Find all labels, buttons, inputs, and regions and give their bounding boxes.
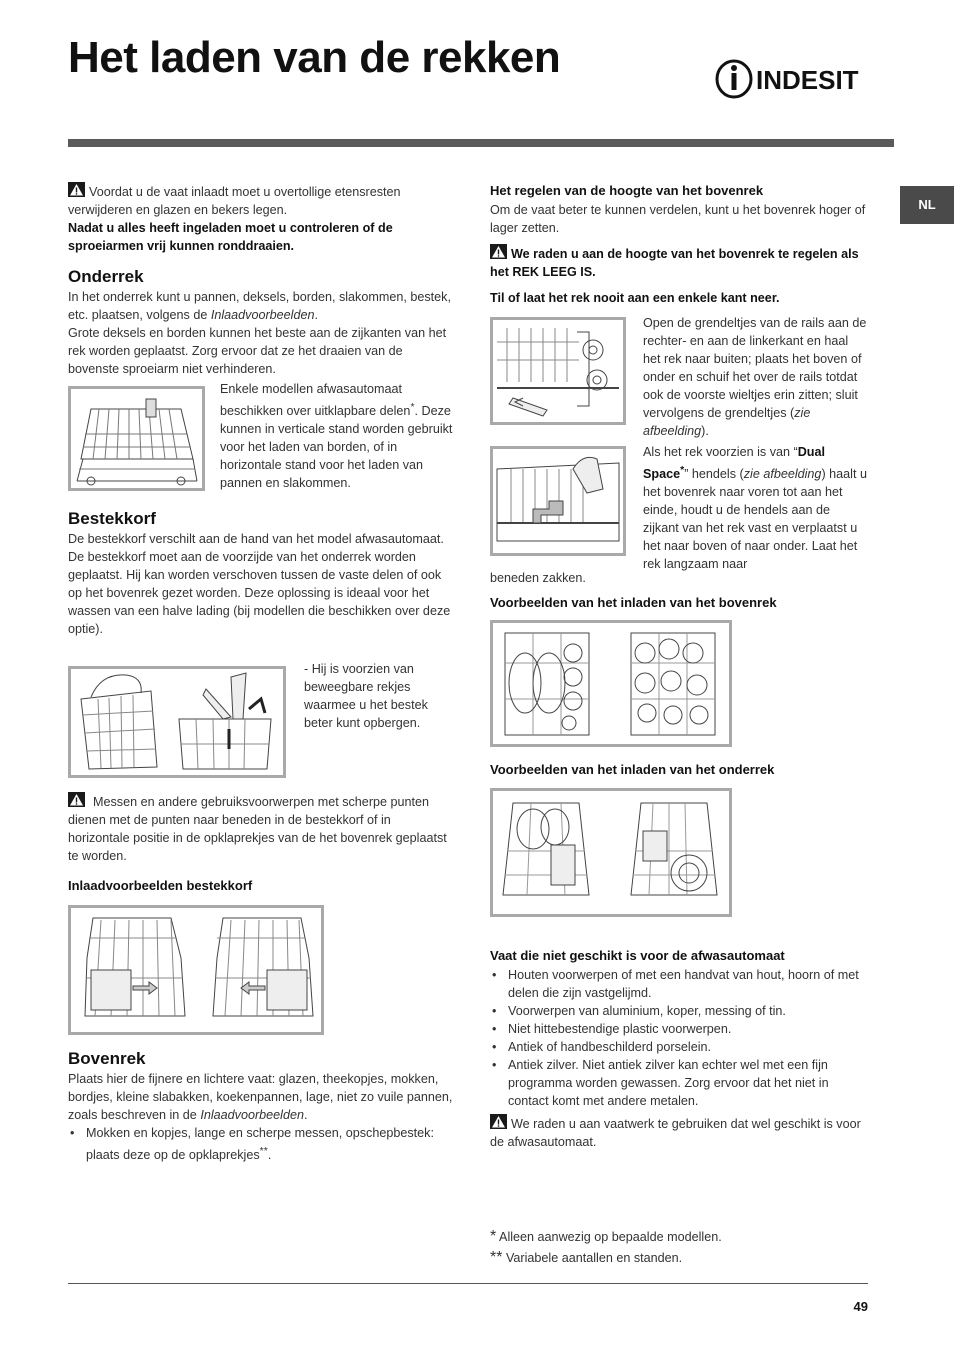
list-item: • Antiek of handbeschilderd porselein. bbox=[490, 1038, 868, 1056]
unsuitable-advice: We raden u aan vaatwerk te gebruiken dat wel geschikt is voor de afwasautomaat. bbox=[490, 1114, 868, 1151]
dual-space-figure bbox=[490, 446, 626, 556]
hoogte-bold: Til of laat het rek nooit aan een enkele kant neer. bbox=[490, 291, 780, 305]
page-title: Het laden van de rekken bbox=[68, 33, 561, 82]
lower-rack-figure bbox=[68, 386, 205, 491]
warning-icon bbox=[490, 1114, 507, 1129]
unsuitable-list bbox=[490, 966, 868, 1110]
indesit-logo bbox=[714, 58, 864, 100]
footnote-1: * Alleen aanwezig op bepaalde modellen. bbox=[490, 1228, 722, 1245]
bestekkorf-heading: Bestekkorf bbox=[68, 509, 156, 528]
dual-space-text-end: beneden zakken. bbox=[490, 571, 586, 585]
brand-text: INDESIT bbox=[756, 65, 859, 95]
dual-space-text: Als het rek voorzien is van “Dual Space*” hendels (zie afbeelding) haalt u het bovenrek naar voren tot aan het einde, houdt u de hendels aan de zijkant van het rek vast en verplaatst u het naar boven of naar onder. Laat het rek langzaam naar bbox=[643, 445, 867, 572]
rack-rail-figure bbox=[490, 317, 626, 425]
header-rule bbox=[68, 139, 894, 147]
lower-rack-examples-figure bbox=[490, 788, 732, 917]
list-item: • Niet hittebestendige plastic voorwerpen. bbox=[490, 1020, 868, 1038]
footer-rule bbox=[68, 1283, 868, 1284]
hoogte-text: Om de vaat beter te kunnen verdelen, kunt u het bovenrek hoger of lager zetten. bbox=[490, 203, 866, 235]
hoogte-warning: We raden u aan de hoogte van het bovenrek te regelen als het REK LEEG IS. bbox=[490, 244, 876, 281]
cutlery-examples-figure bbox=[68, 905, 324, 1035]
cutlery-basket-figure bbox=[68, 666, 286, 778]
bovenrek-heading: Bovenrek bbox=[68, 1049, 146, 1068]
onderrek-foldable-text: Enkele modellen afwasautomaat beschikken over uitklapbare delen*. Deze kunnen in verticale stand worden gebruikt voor het laden van borden, of in horizontale stand voor het laden van pannen en slakommen. bbox=[220, 382, 453, 491]
intro-bold: Nadat u alles heeft ingeladen moet u controleren of de sproeiarmen vrij kunnen ronddraaien. bbox=[68, 221, 393, 253]
bestekkorf-examples-heading: Inlaadvoorbeelden bestekkorf bbox=[68, 878, 253, 893]
language-tab[interactable]: NL bbox=[900, 186, 954, 224]
intro-text: Voordat u de vaat inlaadt moet u overtollige etensresten verwijderen en glazen en bekers legen. bbox=[68, 182, 454, 219]
bestekkorf-racks-text: - Hij is voorzien van beweegbare rekjes waarmee u het bestek beter kunt opbergen. bbox=[304, 662, 428, 730]
page-number: 49 bbox=[853, 1299, 868, 1314]
onderrek-heading: Onderrek bbox=[68, 267, 144, 286]
upper-examples-heading: Voorbeelden van het inladen van het bovenrek bbox=[490, 595, 777, 610]
list-item: • Voorwerpen van aluminium, koper, messing of tin. bbox=[490, 1002, 868, 1020]
warning-icon bbox=[68, 182, 85, 197]
upper-rack-examples-figure bbox=[490, 620, 732, 747]
list-item: • Houten voorwerpen of met een handvat van hout, hoorn of met delen die zijn vastgelijmd. bbox=[490, 966, 868, 1002]
bovenrek-bullet: • Mokken en kopjes, lange en scherpe messen, opschepbestek: plaats deze op de opklaprekjes**. bbox=[68, 1124, 454, 1164]
bovenrek-text: Plaats hier de fijnere en lichtere vaat: glazen, theekopjes, mokken, bordjes, kleine slabakken, koekenpannen, lage, niet zo vuile pannen, zoals beschreven in de Inlaadvoorbeelden. • Mokken en kopjes, lange en scherpe messen, opschepbestek: plaats deze op de opklaprekjes**. bbox=[68, 1070, 454, 1164]
intro-block bbox=[68, 182, 454, 255]
hoogte-instructions: Open de grendeltjes van de rails aan de rechter- en aan de linkerkant en haal het rek naar buiten; plaats het boven of onder en schuif het over de rails totdat ook de voorste wieltjes erin zitten; sluit vervolgens de grendeltjes (zie afbeelding). bbox=[643, 316, 867, 438]
footnote-2: ** Variabele aantallen en standen. bbox=[490, 1249, 683, 1266]
hoogte-heading: Het regelen van de hoogte van het bovenrek bbox=[490, 183, 764, 198]
bestekkorf-warning: Messen en andere gebruiksvoorwerpen met scherpe punten dienen met de punten naar beneden in de bestekkorf of in horizontale positie in de opklaprekjes van de het bovenrek geplaatst te worden. bbox=[68, 792, 454, 865]
warning-icon bbox=[68, 792, 85, 807]
bestekkorf-text: De bestekkorf verschilt aan de hand van het model afwasautomaat. De bestekkorf moet aan de voorzijde van het onderrek worden geplaatst. Hij kan worden verschoven tussen de vaste delen of ook op het bovenrek gezet worden. Deze oplossing is ideaal voor het wassen van een halve lading (bij modellen die beschikken over deze optie). bbox=[68, 532, 451, 636]
warning-icon bbox=[490, 244, 507, 259]
list-item: • Antiek zilver. Niet antiek zilver kan echter wel met een fijn programma worden gewassen. Zorg ervoor dat het niet in contact komt met andere metalen. bbox=[490, 1056, 868, 1110]
unsuitable-heading: Vaat die niet geschikt is voor de afwasautomaat bbox=[490, 948, 785, 963]
onderrek-text: In het onderrek kunt u pannen, deksels, borden, slakommen, bestek, etc. plaatsen, volgens de Inlaadvoorbeelden. Grote deksels en borden kunnen het beste aan de zijkanten van het rek worden geplaatst. Zorg ervoor dat ze het draaien van de bovenste sproeiarm niet verhinderen. bbox=[68, 290, 451, 376]
lower-examples-heading: Voorbeelden van het inladen van het onderrek bbox=[490, 762, 775, 777]
